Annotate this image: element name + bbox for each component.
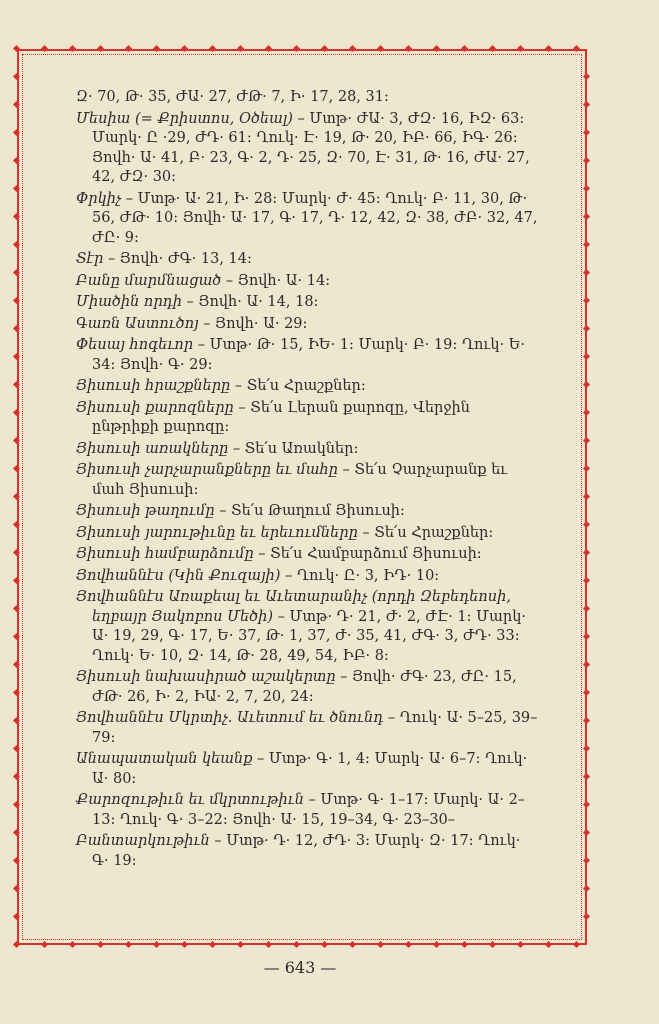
entry-title: Մեսիա (= Քրիստոս, Օծեալ) <box>76 110 293 127</box>
entry-title: Փրկիչ <box>76 190 122 207</box>
index-entry <box>76 440 541 460</box>
index-entry <box>76 750 541 789</box>
index-entry <box>76 567 541 587</box>
entry-title: Յովհաննէս Մկրտիչ. Աւետում եւ ծնունդ <box>76 710 384 726</box>
index-entry <box>76 709 541 748</box>
entry-refs: – Մտթ· Ա· 21, Ի· 28: Մարկ· Ժ· 45: Ղուկ· Բ· 11, 30, Թ· 56, ԺԹ· 10: Յովհ· Ա· 17, Գ· 17, Դ· 12, 42, Զ· 38, ԺԲ· 32, 47, ԺԸ· 9: <box>92 190 538 246</box>
page-number: — 643 — <box>263 958 337 977</box>
index-entry <box>76 110 541 188</box>
index-entry <box>76 272 541 292</box>
entry-title: Յիսուսի համբարձումը <box>76 546 254 562</box>
entry-title: Յիսուսի յարութիւնը եւ երեւումները <box>76 524 358 541</box>
entry-title: Միածին որդի <box>76 294 182 310</box>
entry-title: Յիսուսի թաղումը <box>76 503 215 519</box>
entry-title: Բանը մարմնացած <box>76 272 222 289</box>
index-entry <box>76 250 541 270</box>
entry-title: Տէր <box>76 251 104 267</box>
entry-title: Բանտարկութիւն <box>76 833 210 849</box>
entry-refs: – Յովհ· ԺԳ· 13, 14: <box>103 251 252 267</box>
index-entry <box>76 377 541 397</box>
entry-refs: – Մտթ· Թ· 15, ԻԵ· 1: Մարկ· Բ· 19: Ղուկ· Ե· 34: Յովհ· Գ· 29: <box>92 337 525 373</box>
entry-refs: – Մտթ· Գ· 1–17: Մարկ· Ա· 2–13: Ղուկ· Գ· 3–22: Յովհ· Ա· 15, 19–34, Գ· 23–30– <box>92 792 526 828</box>
entry-title: Յիսուսի առակները <box>76 440 229 457</box>
entry-title: Փեսայ հոգեւոր <box>76 337 194 353</box>
index-entry <box>76 315 541 335</box>
entry-title: Քարոզութիւն եւ մկրտութիւն <box>76 792 304 808</box>
entry-refs: – Տե՛ս Համբարձում Յիսուսի: <box>253 546 482 562</box>
entry-refs: – Մտթ· Գ· 1, 4: Մարկ· Ա· 6–7: Ղուկ· Ա· 80: <box>92 751 528 787</box>
index-entry <box>76 668 541 707</box>
entry-title: Յովհաննէս Առաքեալ եւ Աւետարանիչ (որդի Զեբեդեոսի, եղբայր Յակոբոս Մեծի) <box>76 589 511 625</box>
entry-refs: – Մտթ· ԺԱ· 3, ԺԶ· 16, ԻԶ· 63: Մարկ· Ը ·29, ԺԴ· 61: Ղուկ· Է· 19, Թ· 20, ԻԲ· 66, ԻԳ· 26: Յովհ· Ա· 41, Բ· 23, Գ· 2, Դ· 25, Զ· 70, Է· 31, Թ· 16, ԺԱ· 27, 42, ԺԶ· 30: <box>92 110 530 185</box>
entry-refs: – Տե՛ս Հրաշքներ: <box>230 378 366 394</box>
entry-title: Գառն Աստուծոյ <box>76 315 199 332</box>
entry-refs: – Ղուկ· Ը· 3, ԻԴ· 10: <box>280 567 440 584</box>
index-entry <box>76 524 541 544</box>
entry-title: Անապատական կեանք <box>76 751 253 767</box>
entry-refs: – Յովհ· Ա· 29: <box>198 315 308 332</box>
entry-refs: – Յովհ· ԺԳ· 23, ԺԸ· 15, ԺԹ· 26, Ի· 2, ԻԱ· 2, 7, 20, 24: <box>92 669 517 705</box>
entry-refs: – Տե՛ս Չարչարանք եւ մահ Յիսուսի: <box>92 462 508 498</box>
index-entry <box>76 461 541 500</box>
index-column <box>76 88 541 873</box>
entry-refs: – Յովհ· Ա· 14: <box>221 272 331 289</box>
index-entry <box>76 293 541 313</box>
entry-title: Յիսուսի քարոզները <box>76 399 234 416</box>
entry-title: Յիսուսի չարչարանքները եւ մահը <box>76 462 338 478</box>
entry-title: Յովհաննէս (Կին Քուզայի) <box>76 567 281 584</box>
entry-refs: Զ· 70, Թ· 35, ԺԱ· 27, ԺԹ· 7, Ի· 17, 28, 31: <box>76 89 389 105</box>
entry-refs: – Մտթ· Դ· 12, ԺԴ· 3: Մարկ· Զ· 17: Ղուկ· Գ· 19: <box>92 833 521 869</box>
index-entry <box>76 832 541 871</box>
entry-refs: – Տե՛ս Լերան քարոզը, Վերջին ընթրիքի քարոզը: <box>92 399 470 435</box>
entry-refs: – Տե՛ս Հրաշքներ: <box>357 524 494 541</box>
index-entry <box>76 88 541 108</box>
index-entry <box>76 336 541 375</box>
index-entry <box>76 399 541 438</box>
index-entry <box>76 502 541 522</box>
index-entry <box>76 190 541 249</box>
entry-title: Յիսուսի նախասիրած աշակերտը <box>76 669 336 685</box>
entry-title: Յիսուսի հրաշքները <box>76 378 231 394</box>
index-entry <box>76 545 541 565</box>
index-entry <box>76 588 541 666</box>
entry-refs: – Մտթ· Դ· 21, Ժ· 2, ԺԷ· 1: Մարկ· Ա· 19, 29, Գ· 17, Ե· 37, Թ· 1, 37, Ժ· 35, 41, ԺԳ· 3, ԺԴ· 33: Ղուկ· Ե· 10, Զ· 14, Թ· 28, 49, 54, ԻԲ· 8: <box>92 608 526 664</box>
index-entry <box>76 791 541 830</box>
entry-refs: – Յովհ· Ա· 14, 18: <box>181 294 319 310</box>
entry-refs: – Տե՛ս Առակներ: <box>228 440 359 457</box>
entry-refs: – Ղուկ· Ա· 5–25, 39–79: <box>92 710 538 746</box>
entry-refs: – Տե՛ս Թաղում Յիսուսի: <box>214 503 405 519</box>
